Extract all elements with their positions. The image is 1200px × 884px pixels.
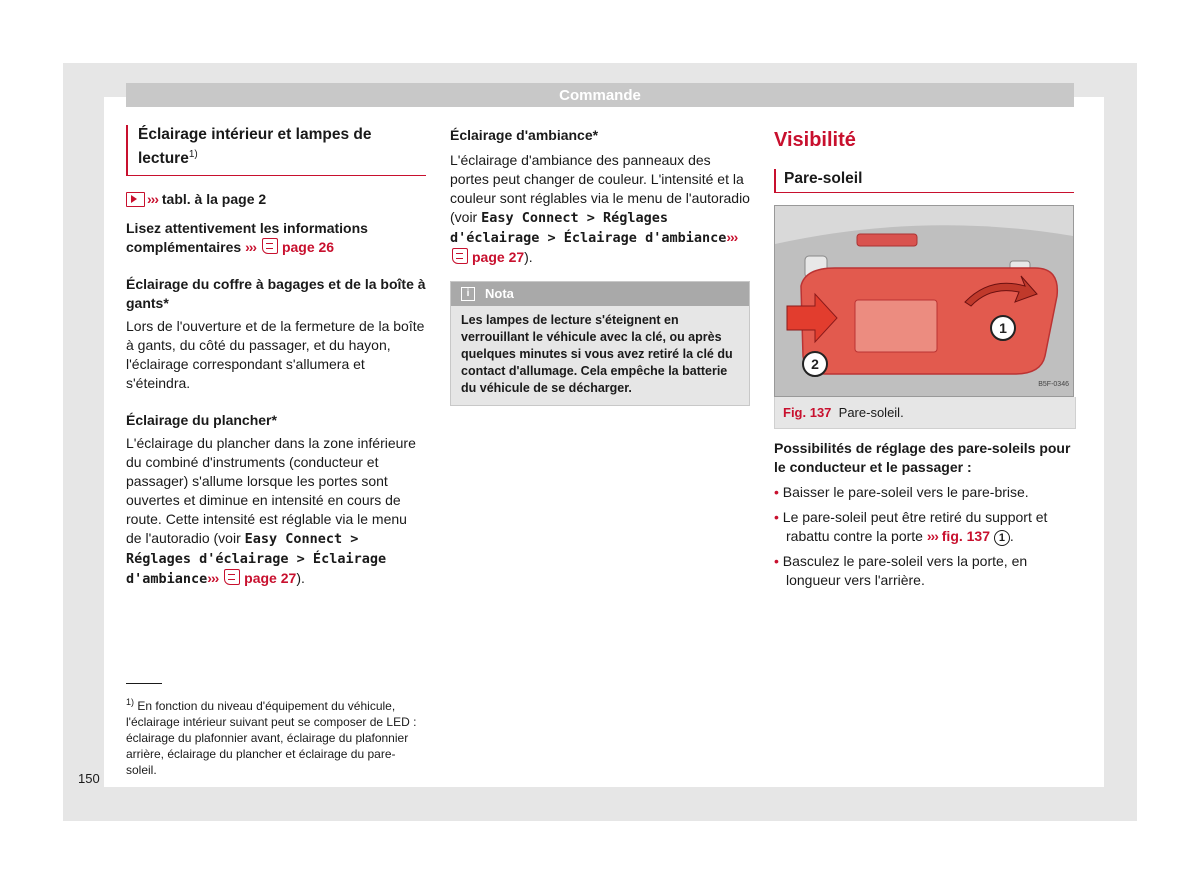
note-body: Les lampes de lecture s'éteignent en verrouillant le véhicule avec la clé, ou après quelques minutes si vous avez retiré la clé du contact d'allumage. Cela empêche la batterie du véhicule de se décharger. — [461, 313, 733, 395]
chevrons-icon: ››› — [245, 239, 257, 256]
page-link[interactable]: page 27 — [472, 249, 525, 265]
sun-visor-illustration — [775, 206, 1073, 396]
figure-code: B5F-0346 — [1038, 381, 1069, 388]
adjustment-intro: Possibilités de réglage des pare-soleils pour le conducteur et le passager : — [774, 440, 1071, 475]
column-left — [126, 120, 426, 589]
document-icon — [262, 238, 278, 254]
chevrons-icon: ››› — [147, 191, 158, 208]
subheading-ambient-lighting: Éclairage d'ambiance* — [450, 127, 599, 143]
page-link[interactable]: page 27 — [244, 570, 297, 587]
subsection-title-sun-visor: Pare-soleil — [774, 169, 1074, 193]
list-item: • Basculez le pare-soleil vers la porte, en longueur vers l'arrière. — [774, 553, 1028, 588]
chevrons-icon: ››› — [726, 229, 738, 245]
paragraph-floor-lighting: L'éclairage du plancher dans la zone inférieure du combiné d'instruments (conducteur et passager) s'allume lorsque les portes sont ouvertes et diminue en intensité en cours de route. Cette intensité est réglable via le menu de l'autoradio (voir Easy Connect > Réglages d'éclairage > Éclairage d'ambiance››› page 27). — [126, 435, 416, 588]
bullet-dot: • — [774, 509, 779, 525]
info-icon: i — [461, 287, 475, 301]
footnote-mark: 1) — [188, 149, 198, 160]
subheading-floor-lighting: Éclairage du plancher* — [126, 412, 277, 429]
figure-label: Fig. 137 — [783, 405, 832, 420]
menu-path: Easy Connect > Réglages d'éclairage > Éclairage d'ambiance — [126, 531, 387, 588]
chevrons-icon: ››› — [207, 570, 219, 587]
bullet-dot: • — [774, 553, 779, 569]
chevrons-icon: ››› — [926, 528, 938, 544]
callout-2: 2 — [811, 356, 819, 372]
video-book-icon — [126, 192, 145, 207]
adjustment-list — [774, 483, 1074, 590]
column-middle — [450, 120, 750, 406]
footnote-divider — [126, 683, 162, 684]
document-icon — [224, 569, 240, 585]
footnote: $^{1)}$ En fonction du niveau d'équipement du véhicule, l'éclairage intérieur suivant peut se composer de LED : éclairage du plafonnier avant, éclairage du plafonnier arrière, éclairage du plancher et éclairage du pare-soleil. — [126, 697, 417, 777]
page-link[interactable]: page 26 — [281, 239, 335, 256]
section-title-visibility: Visibilité — [774, 129, 856, 151]
document-icon — [452, 248, 468, 264]
list-item: • Le pare-soleil peut être retiré du support et rabattu contre la porte ››› fig. 137 1 . — [774, 509, 1048, 544]
paragraph-trunk-glovebox: Lors de l'ouverture et de la fermeture de la boîte à gants, du côté du passager, et du hayon, l'éclairage correspondant s'allumera et s'éteindra. — [126, 318, 425, 392]
paragraph-ambient-lighting: L'éclairage d'ambiance des panneaux des portes peut changer de couleur. L'intensité et la couleur sont réglables via le menu de l'autoradio (voir Easy Connect > Réglages d'éclairage > Éclairage d'ambiance››› page 27). — [450, 152, 750, 265]
table-reference[interactable]: ››› tabl. à la page 2 — [126, 190, 426, 209]
column-right — [774, 120, 1074, 590]
bullet-dot: • — [774, 484, 779, 500]
callout-ref-1: 1 — [994, 530, 1010, 546]
callout-1: 1 — [999, 320, 1007, 336]
page-number: 150 — [78, 771, 100, 786]
chapter-header: Commande — [126, 83, 1074, 107]
list-item: • Baisser le pare-soleil vers le pare-brise. — [774, 484, 1029, 500]
figure-caption: Fig. 137 Pare-soleil. — [774, 397, 1076, 429]
subheading-trunk-glovebox: Éclairage du coffre à bagages et de la boîte à gants* — [126, 276, 426, 312]
figure-sun-visor — [774, 205, 1074, 397]
read-more-note: Lisez attentivement les informations complémentaires ››› page 26 — [126, 220, 368, 256]
menu-path: Easy Connect > Réglages d'éclairage > Éclairage d'ambiance — [450, 210, 727, 246]
note-box — [450, 281, 750, 406]
figure-link[interactable]: fig. 137 — [941, 528, 991, 544]
note-header: i Nota — [451, 282, 749, 306]
section-title-interior-lighting: Éclairage intérieur et lampes de lecture$^{1)}$ — [126, 125, 426, 176]
